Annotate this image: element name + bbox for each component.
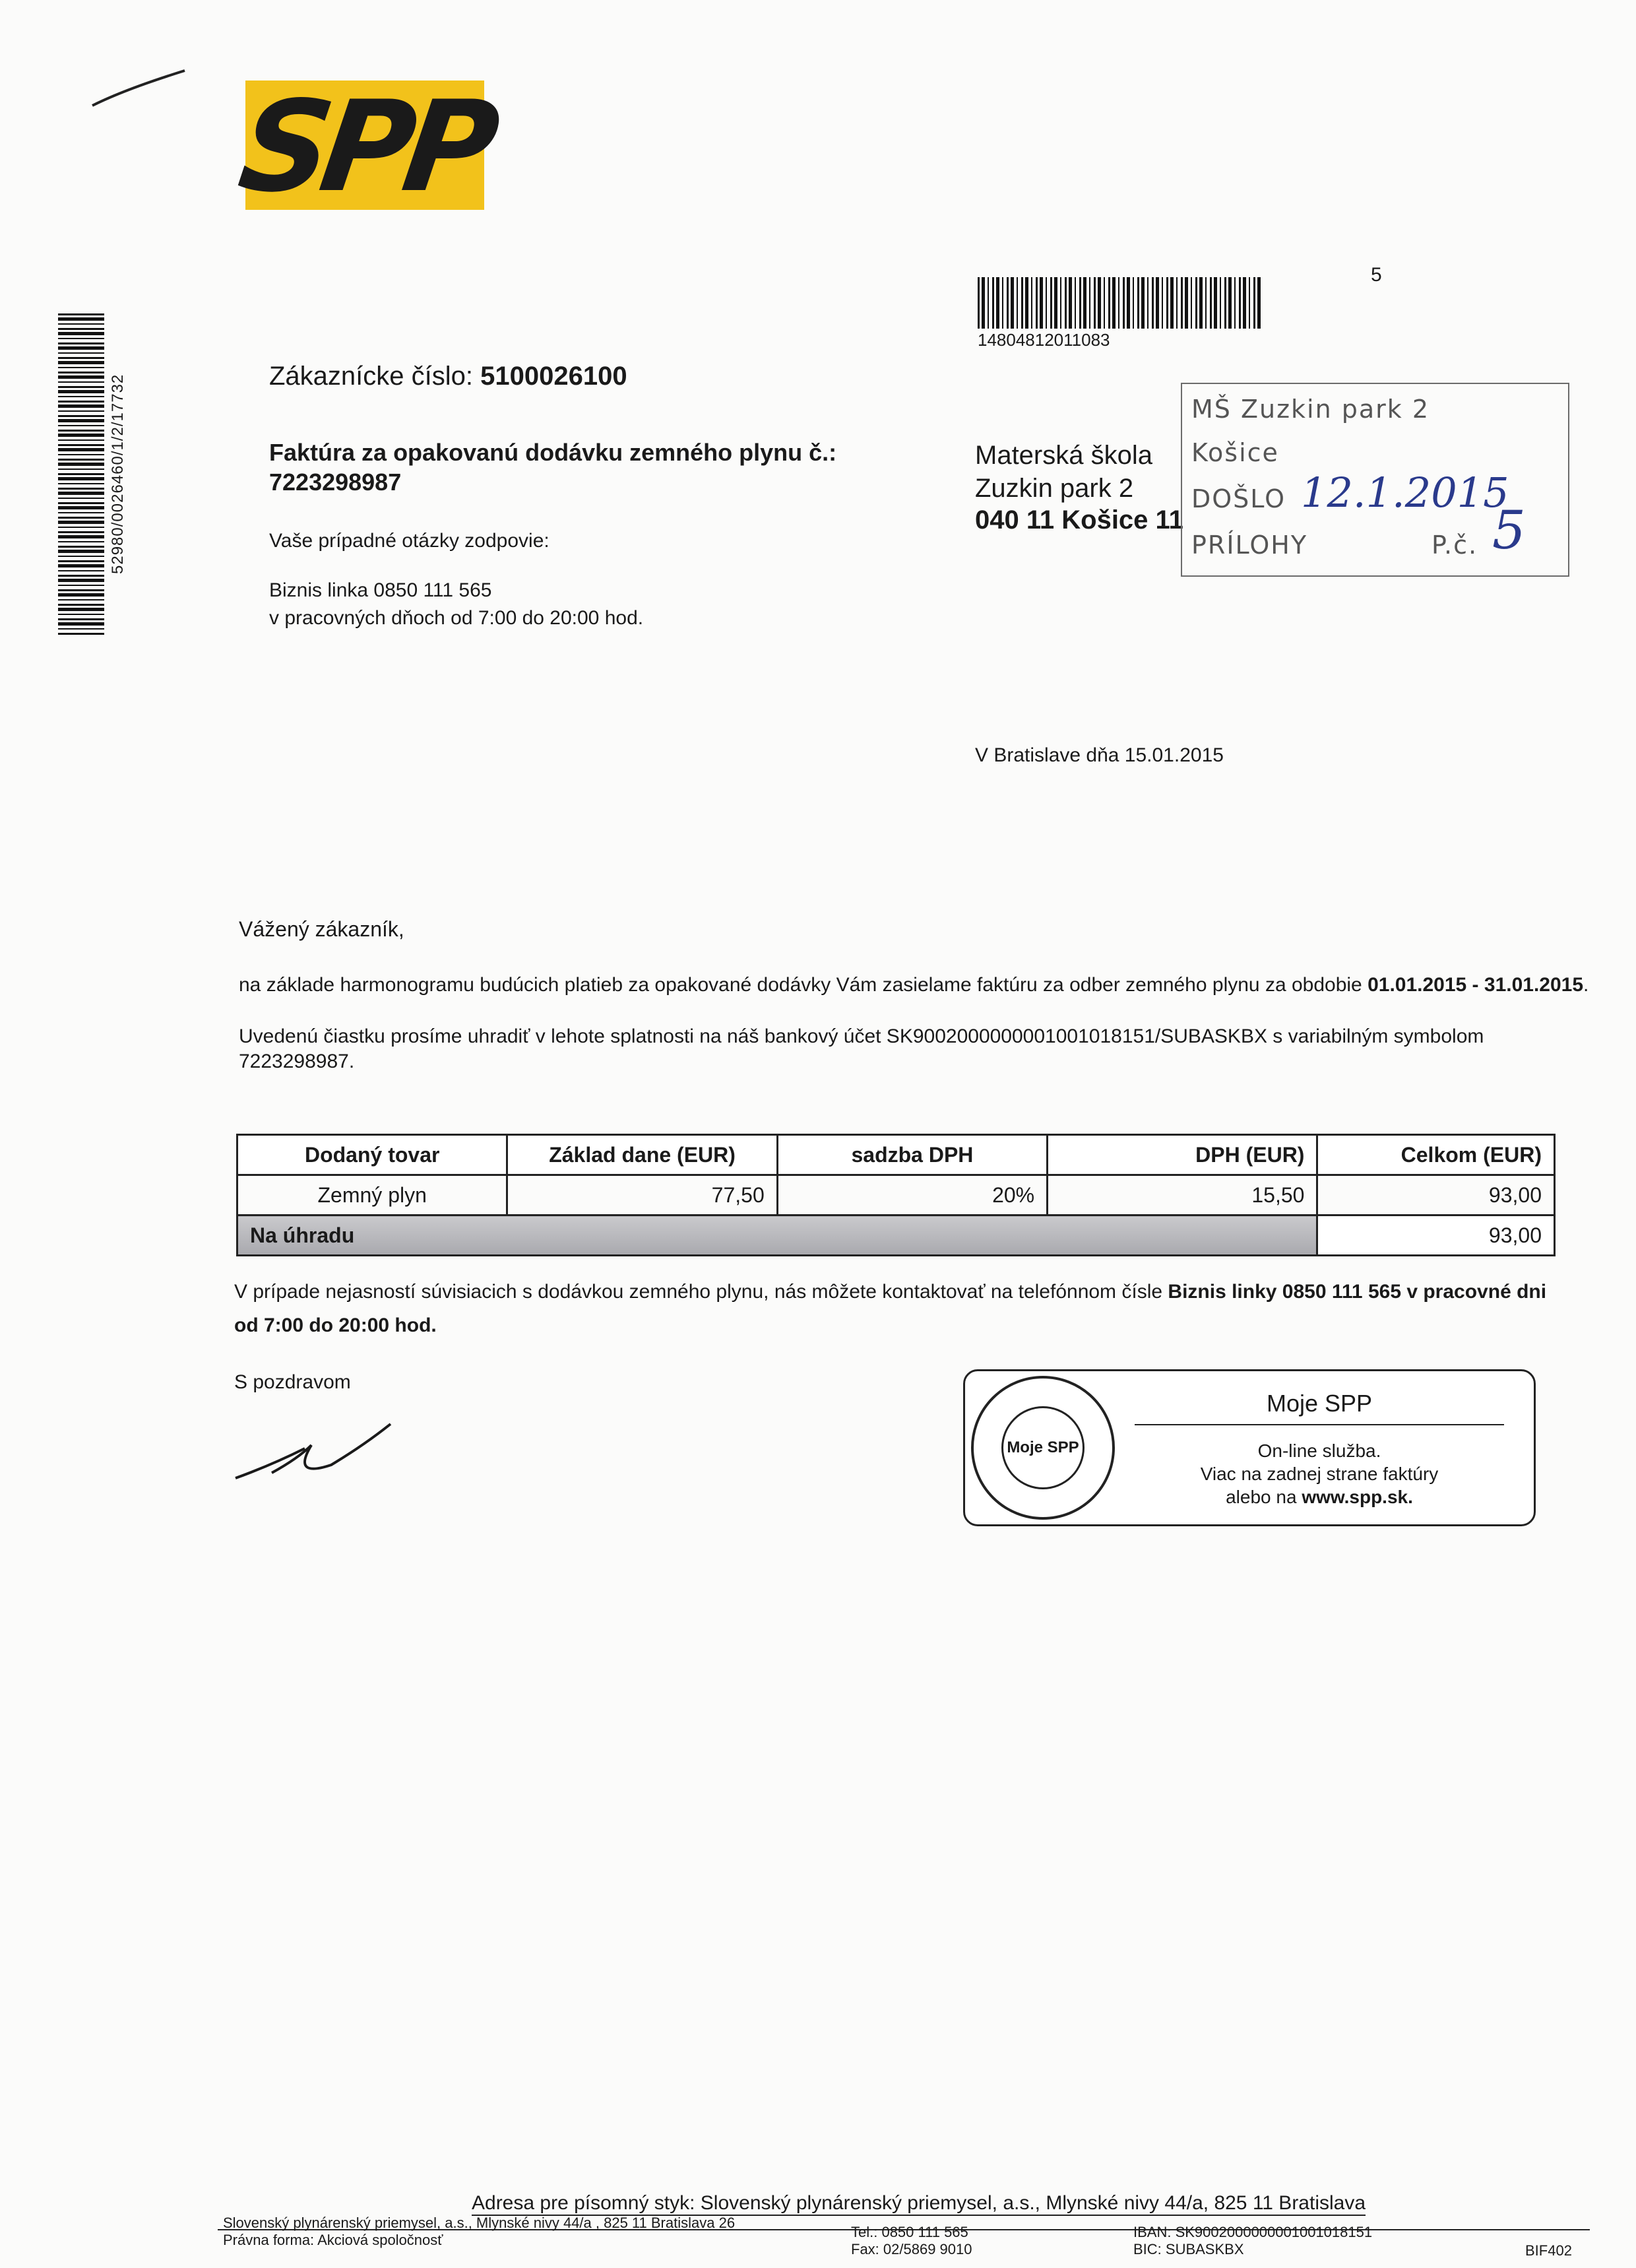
questions-label: Vaše prípadné otázky zodpovie: [269,530,550,552]
spp-logo [231,74,499,220]
recipient-name: Materská škola [975,441,1152,470]
body-paragraph-2: Uvedenú čiastku prosíme uhradiť v lehote splatnosti na náš bankový účet SK9002000000001001018151/SUBASKBX s variabilným symbolom 7223298987. [239,1025,1484,1072]
pen-mark [86,63,191,115]
moje-spp-title: Moje SPP [1135,1390,1504,1425]
badge-text: Moje SPP [1007,1439,1079,1456]
customer-number-row [269,362,627,391]
spp-website-link[interactable]: www.spp.sk. [1302,1487,1413,1507]
customer-number: 5100026100 [480,362,627,391]
stamp-line-3: DOŠLO [1191,484,1286,513]
stamp-handwritten-date: 12.1.2015 [1301,469,1509,517]
table-header: sadzba DPH [777,1135,1047,1175]
contact-text: V prípade nejasností súvisiacich s dodávkou zemného plynu, nás môžete kontaktovať na telefónnom čísle [234,1281,1163,1303]
footer-code: BIF402 [1525,2242,1572,2259]
stamp-line-1: MŠ Zuzkin park 2 [1191,395,1430,424]
table-row [237,1175,1555,1215]
footer-fax: Fax: 02/5869 9010 [851,2241,972,2258]
footer-col-1 [223,2215,735,2250]
moje-spp-line-3 [1135,1487,1504,1508]
table-header-row [237,1135,1555,1175]
closing: S pozdravom [234,1371,351,1393]
footer-company: Slovenský plynárenský priemysel, a.s., Mlynské nivy 44/a , 825 11 Bratislava 26 [223,2215,736,2231]
table-cell: 20% [777,1175,1047,1215]
customer-label: Zákaznícke číslo: [269,362,474,391]
received-stamp [1181,383,1569,577]
greeting: Vážený zákazník, [239,917,404,941]
logo-text: SPP [231,74,499,220]
contact-paragraph [234,1275,1554,1342]
barcode-number: 14804812011083 [978,330,1110,350]
stamp-line-4: PRÍLOHY [1191,531,1308,560]
footer-col-2 [851,2224,972,2259]
table-header: Dodaný tovar [237,1135,507,1175]
recipient-city: 040 11 Košice 11 [975,505,1183,535]
invoice-period: 01.01.2015 - 31.01.2015 [1368,974,1584,996]
footer-col-3 [1133,2224,1372,2259]
invoice-table [236,1134,1556,1256]
moje-spp-line-2: Viac na zadnej strane faktúry [1200,1464,1439,1484]
table-cell: Zemný plyn [237,1175,507,1215]
place-date: V Bratislave dňa 15.01.2015 [975,744,1224,766]
footer-phone: Tel.: 0850 111 565 [851,2224,968,2240]
page-number: 5 [1371,264,1382,286]
total-value: 93,00 [1317,1215,1555,1256]
signature [232,1419,404,1491]
footer-legal-form: Právna forma: Akciová spoločnosť [223,2232,443,2249]
table-cell: 77,50 [507,1175,777,1215]
recipient-street: Zuzkin park 2 [975,474,1134,503]
contact-bold: Biznis linky 0850 111 565 v pracovné dni od 7:00 do 20:00 hod. [234,1281,1547,1336]
table-header: DPH (EUR) [1048,1135,1317,1175]
table-header: Základ dane (EUR) [507,1135,777,1175]
moje-spp-badge [971,1376,1115,1520]
body-paragraph-1: na základe harmonogramu budúcich platieb za opakované dodávky Vám zasielame faktúru za odber zemného plynu za obdobie 01.01.2015 - 31.01.2015. [239,974,1589,996]
stamp-line-2: Košice [1191,438,1279,467]
moje-spp-line-1: On-line služba. [1257,1441,1381,1461]
total-row [237,1215,1555,1256]
table-header: Celkom (EUR) [1317,1135,1555,1175]
table-cell: 15,50 [1048,1175,1317,1215]
vertical-code: 52980/0026460/1/2/17732 [109,373,127,574]
hotline-hours: v pracovných dňoch od 7:00 do 20:00 hod. [269,607,644,629]
invoice-title: Faktúra za opakovanú dodávku zemného plynu č.: [269,439,837,466]
total-label: Na úhradu [237,1215,1317,1256]
hotline-number: Biznis linka 0850 111 565 [269,579,492,601]
vertical-barcode [58,313,104,637]
footer-address: Adresa pre písomný styk: Slovenský plynárenský priemysel, a.s., Mlynské nivy 44/a, 825 11 Bratislava [472,2192,1366,2216]
body-text: na základe harmonogramu budúcich platieb za opakované dodávky Vám zasielame faktúru za odber zemného plynu za obdobie [239,974,1362,996]
moje-spp-prefix: alebo na [1226,1487,1302,1507]
table-cell: 93,00 [1317,1175,1555,1215]
footer-iban: IBAN: SK9002000000001001018151 [1133,2224,1373,2240]
stamp-handwritten-number: 5 [1492,500,1526,561]
footer-bic: BIC: SUBASKBX [1133,2241,1244,2258]
barcode [978,277,1261,329]
stamp-line-4-right: P.č. [1432,531,1478,560]
invoice-number: 7223298987 [269,469,402,496]
